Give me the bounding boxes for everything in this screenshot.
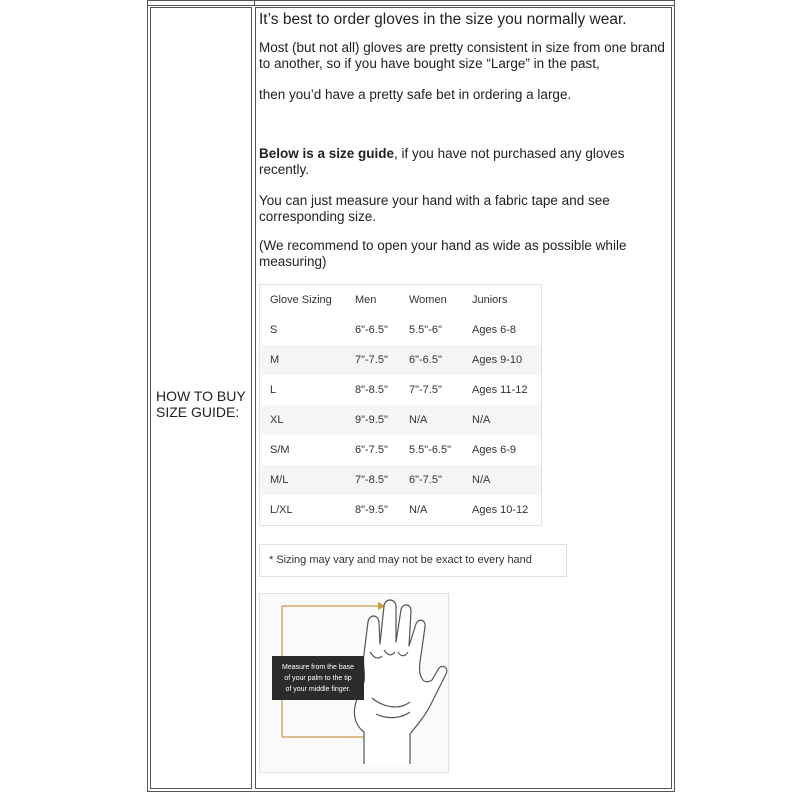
section-label-line-1: HOW TO BUY [156, 388, 246, 404]
size-cell: M/L [260, 465, 355, 495]
measure-label-line-3: of your middle finger. [285, 686, 351, 693]
label-cell [150, 7, 252, 789]
size-cell: M [260, 345, 355, 375]
table-row [260, 315, 541, 345]
intro-paragraph-6-line-2: measuring) [259, 254, 327, 269]
header-glove-sizing: Glove Sizing [270, 294, 332, 306]
table-row [260, 465, 541, 495]
juniors-cell: Ages 10-12 [472, 504, 529, 516]
women-cell: N/A [409, 405, 472, 435]
table-row [260, 435, 541, 465]
header-women: Women [409, 294, 447, 306]
size-cell: XL [260, 405, 355, 435]
men-cell: 8"-9.5" [355, 504, 388, 516]
juniors-cell: Ages 6-8 [472, 324, 517, 336]
size-cell: S/M [270, 444, 290, 456]
hand-measure-illustration [260, 594, 448, 772]
table-top-strip [148, 1, 674, 6]
men-cell: 8"-8.5" [355, 384, 388, 396]
measure-label-line-1: Measure from the base [282, 664, 354, 671]
section-label-line-2: SIZE GUIDE: [156, 404, 240, 420]
table-row [260, 345, 541, 375]
table-row [260, 405, 541, 435]
size-cell: S [270, 324, 278, 336]
hand-outline [354, 600, 446, 764]
juniors-cell: Ages 9-10 [472, 345, 541, 375]
women-cell: 6"-6.5" [409, 345, 472, 375]
intro-paragraph-6 [259, 238, 626, 270]
juniors-cell: N/A [472, 405, 541, 435]
size-guide-emphasis: Below is a size guide [259, 146, 395, 161]
men-cell: 7"-7.5" [355, 345, 409, 375]
measure-label-line-2: of your palm to the tip [284, 675, 352, 682]
intro-paragraph-4-rest: , if you have not purchased any gloves [394, 146, 625, 161]
men-cell: 6"-6.5" [355, 324, 388, 336]
glove-size-chart [259, 284, 542, 526]
men-cell: 7"-8.5" [355, 465, 409, 495]
intro-paragraph-2-line-2: to another, so if you have bought size “Large” in the past, [259, 56, 600, 71]
women-cell: 5.5"-6" [409, 324, 442, 336]
women-cell: 5.5"-6.5" [409, 444, 452, 456]
header-juniors: Juniors [472, 294, 508, 306]
intro-paragraph-6-line-1: (We recommend to open your hand as wide as possible while [259, 238, 627, 253]
juniors-cell: Ages 6-9 [472, 444, 517, 456]
size-cell: L/XL [270, 504, 293, 516]
intro-paragraph-3: then you’d have a pretty safe bet in ordering a large. [259, 87, 572, 102]
table-row [260, 495, 541, 525]
header-men: Men [355, 294, 377, 306]
men-cell: 9"-9.5" [355, 405, 409, 435]
intro-paragraph-5 [259, 193, 610, 225]
women-cell: 7"-7.5" [409, 384, 442, 396]
intro-paragraph-2-line-1: Most (but not all) gloves are pretty consistent in size from one brand [259, 40, 665, 55]
intro-paragraph-5-line-1: You can just measure your hand with a fabric tape and see [259, 193, 610, 208]
size-chart-header [260, 285, 541, 315]
intro-paragraph-2 [259, 40, 665, 72]
women-cell: 6"-7.5" [409, 465, 472, 495]
women-cell: N/A [409, 504, 428, 516]
sizing-note: * Sizing may vary and may not be exact to every hand [259, 544, 567, 577]
table-row [260, 375, 541, 405]
juniors-cell: Ages 11-12 [472, 384, 528, 396]
men-cell: 6"-7.5" [355, 444, 388, 456]
size-guide-table [147, 0, 675, 792]
juniors-cell: N/A [472, 465, 541, 495]
size-cell: L [270, 384, 277, 396]
hand-measure-diagram [259, 593, 449, 773]
intro-paragraph-5-line-2: corresponding size. [259, 209, 377, 224]
intro-paragraph-4 [259, 146, 624, 178]
section-label [156, 388, 246, 420]
content-cell [255, 7, 672, 789]
intro-paragraph-4-line-2: recently. [259, 162, 310, 177]
intro-paragraph-1: It’s best to order gloves in the size you normally wear. [259, 11, 627, 28]
